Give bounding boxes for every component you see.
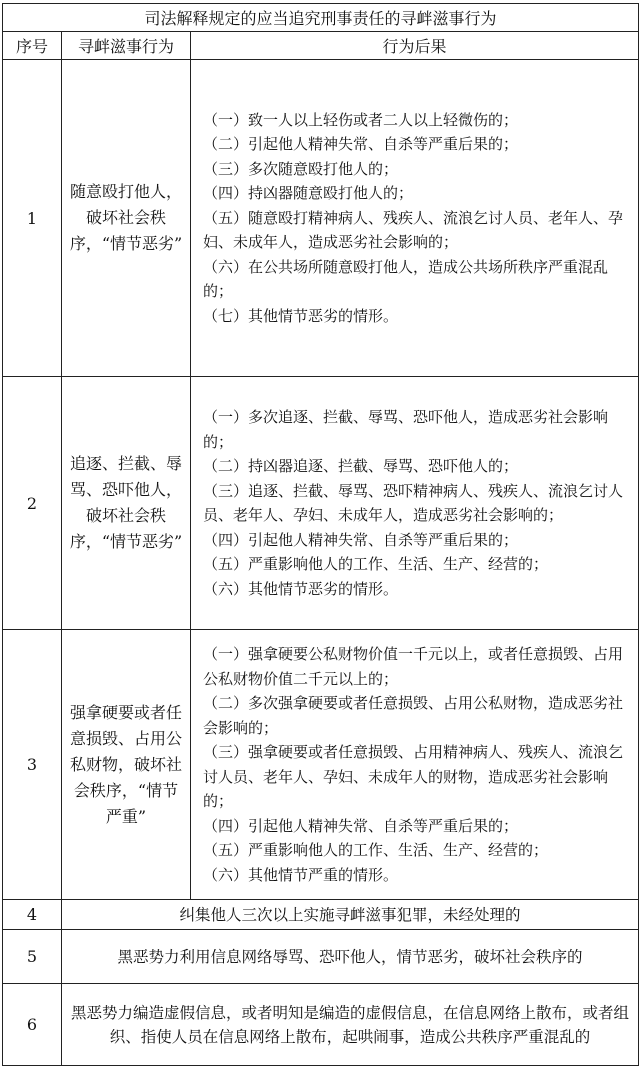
conduct-cell: 追逐、拦截、辱骂、恐吓他人，破坏社会秩序，“情节恶劣” <box>62 377 191 630</box>
offense-table <box>2 3 639 1066</box>
consequence-item: （二）引起他人精神失常、自杀等严重后果的； <box>203 135 519 154</box>
row-number: 5 <box>3 930 62 984</box>
table-row <box>3 900 639 930</box>
consequence-item: （三）多次随意殴打他人的； <box>203 159 399 178</box>
row-number: 4 <box>3 900 62 930</box>
consequence-item: （一）多次追逐、拦截、辱骂、恐吓他人，造成恶劣社会影响的； <box>203 408 609 451</box>
consequence-item: （一）致一人以上轻伤或者二人以上轻微伤的； <box>203 110 519 129</box>
consequence-item: （七）其他情节恶劣的情形。 <box>203 306 399 325</box>
consequence-item: （五）严重影响他人的工作、生活、生产、经营的； <box>203 555 549 573</box>
header-row <box>3 32 639 60</box>
row-number: 2 <box>3 377 62 630</box>
consequence-item: （六）在公共场所随意殴打他人，造成公共场所秩序严重混乱的； <box>203 257 609 301</box>
consequence-item: （三）强拿硬要或者任意损毁、占用精神病人、残疾人、流浪乞讨人员、老年人、孕妇、未成年人的财物，造成恶劣社会影响的； <box>203 743 624 810</box>
header-no: 序号 <box>3 32 62 60</box>
consequence-cell <box>191 60 639 377</box>
conduct-cell: 强拿硬要或者任意损毁、占用公私财物，破坏社会秩序，“情节严重” <box>62 630 191 900</box>
row-number: 3 <box>3 630 62 900</box>
consequence-item: （五）严重影响他人的工作、生活、生产、经营的； <box>203 841 549 859</box>
table-row <box>3 377 639 630</box>
consequence-item: （五）随意殴打精神病人、残疾人、流浪乞讨人员、老年人、孕妇、未成年人，造成恶劣社会影响的； <box>203 208 624 252</box>
table-title: 司法解释规定的应当追究刑事责任的寻衅滋事行为 <box>3 4 639 32</box>
wide-row-text: 纠集他人三次以上实施寻衅滋事犯罪，未经处理的 <box>62 900 639 930</box>
consequence-cell <box>191 630 639 900</box>
consequence-item: （四）引起他人精神失常、自杀等严重后果的； <box>203 816 519 835</box>
consequence-item: （六）其他情节恶劣的情形。 <box>203 579 399 598</box>
row-number: 6 <box>3 984 62 1066</box>
header-consequence: 行为后果 <box>191 32 639 60</box>
consequence-item: （四）持凶器随意殴打他人的； <box>203 184 414 203</box>
consequence-item: （二）多次强拿硬要或者任意损毁、占用公私财物，造成恶劣社会影响的； <box>203 694 624 737</box>
table-row <box>3 60 639 377</box>
consequence-item: （一）强拿硬要公私财物价值一千元以上，或者任意损毁、占用公私财物价值二千元以上的； <box>203 645 624 688</box>
consequence-item: （四）引起他人精神失常、自杀等严重后果的； <box>203 530 519 549</box>
consequence-item: （六）其他情节严重的情形。 <box>203 865 399 884</box>
wide-row-text: 黑恶势力利用信息网络辱骂、恐吓他人，情节恶劣，破坏社会秩序的 <box>62 930 639 984</box>
table-row <box>3 930 639 984</box>
conduct-cell: 随意殴打他人，破坏社会秩序，“情节恶劣” <box>62 60 191 377</box>
wide-row-text: 黑恶势力编造虚假信息，或者明知是编造的虚假信息，在信息网络上散布，或者组织、指使人员在信息网络上散布，起哄闹事，造成公共秩序严重混乱的 <box>62 984 639 1066</box>
table-title-row <box>3 4 639 32</box>
header-conduct: 寻衅滋事行为 <box>62 32 191 60</box>
row-number: 1 <box>3 60 62 377</box>
table-row <box>3 984 639 1066</box>
consequence-item: （二）持凶器追逐、拦截、辱骂、恐吓他人的； <box>203 457 519 475</box>
consequence-cell <box>191 377 639 630</box>
table-row <box>3 630 639 900</box>
consequence-item: （三）追逐、拦截、辱骂、恐吓精神病人、残疾人、流浪乞讨人员、老年人、孕妇、未成年人，造成恶劣社会影响的； <box>203 481 624 524</box>
